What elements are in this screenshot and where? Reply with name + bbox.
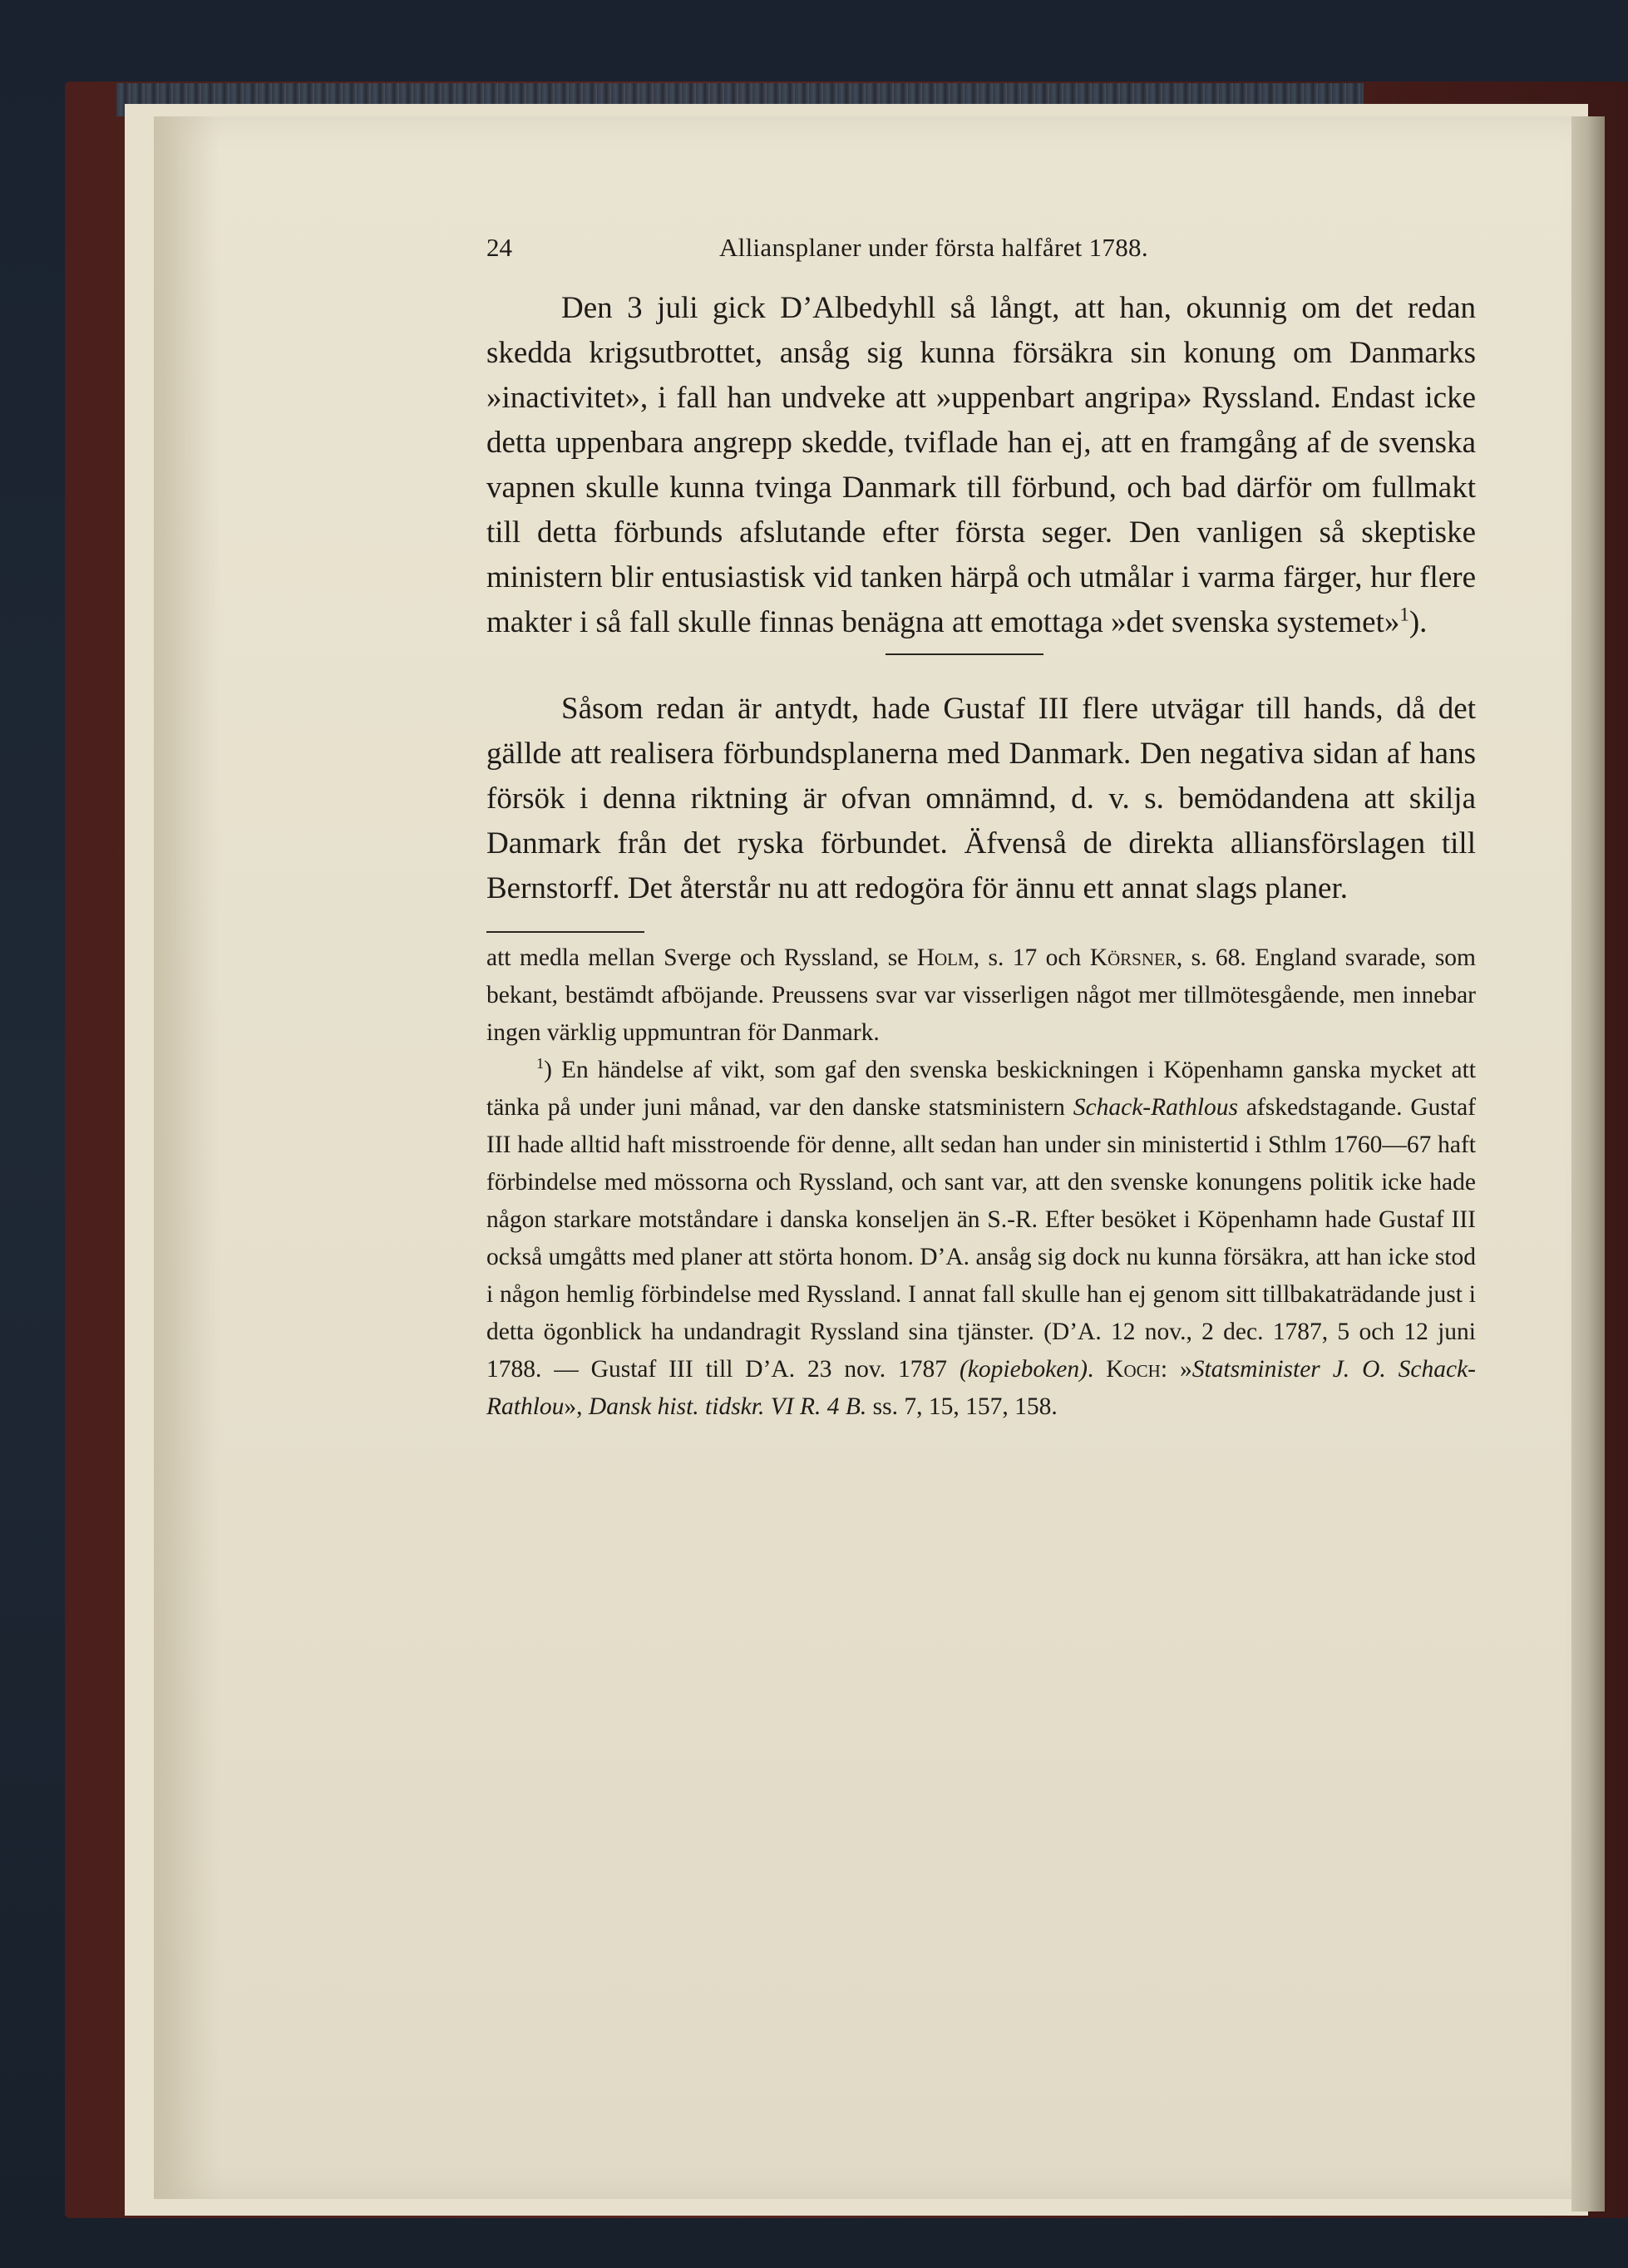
- fn1-text-3: .: [1087, 1356, 1107, 1383]
- author-koch: Koch: [1106, 1356, 1161, 1383]
- footnote-1-marker: 1: [536, 1055, 545, 1072]
- fn-cont-text-2: , s. 17 och: [973, 944, 1090, 971]
- section-divider: [886, 653, 1043, 655]
- fn-cont-text-3: , s. 68. England svarade, som bekant, bestämdt afböjande. Preussens svar var visserligen något mer tillmötesgående, men innebar ingen värklig uppmuntran för Danmark.: [486, 944, 1476, 1046]
- fn1-text-2: afskedstagande. Gustaf III hade alltid haft misstroende för denne, allt sedan han under sin ministertid i Sthlm 1760—67 haft förbindelse med mössorna och Ryssland, och sant var, att den svenske konungens politik icke hade någon starkare motståndare i danska konseljen än S.-R. Efter besöket i Köpenhamn hade Gustaf III också umgåtts med planer att störta honom. D’A. ansåg sig dock nu kunna försäkra, att han icke stod i någon hemlig förbindelse med Ryssland. I annat fall skulle han ej genom sitt tillbakaträdande just i detta ögonblick ha undandragit Ryssland sina tjänster. (D’A. 12 nov., 2 dec. 1787, 5 och 12 juni 1788. — Gustaf III till D’A. 23 nov. 1787: [486, 1094, 1476, 1383]
- fn1-text-6: ss. 7, 15, 157, 158.: [866, 1393, 1058, 1420]
- page-edge: [1571, 116, 1605, 2211]
- paragraph-1-text: Den 3 juli gick D’Albedyhll så långt, att han, okunnig om det redan skedda krigsutbrottet, ansåg sig kunna försäkra sin konung om Danmarks »inactivitet», i fall han undveke att »uppenbart angripa» Ryssland. Endast icke detta uppenbara angrepp skedde, tviflade han ej, att en framgång af de svenska vapnen skulle kunna tvinga Danmark till förbund, och bad därför om fullmakt till detta förbunds afslutande efter första seger. Den vanligen så skeptiske ministern blir entusiastisk vid tanken härpå och utmålar i varma färger, hur flere makter i så fall skulle finnas benägna att emottaga »det svenska systemet»: [486, 291, 1476, 639]
- running-header: [486, 233, 1476, 274]
- fn1-kopieboken: (kopieboken): [959, 1356, 1088, 1383]
- running-title: Alliansplaner under första halfåret 1788.: [719, 233, 1148, 262]
- page-number: 24: [486, 233, 512, 262]
- paragraph-1-end: ).: [1408, 605, 1428, 639]
- author-holm: Holm: [916, 944, 974, 971]
- gutter-shadow: [154, 116, 220, 2199]
- footnote-1: [486, 1052, 1476, 1426]
- footnote-continuation: [486, 939, 1476, 1052]
- footnote-reference-1[interactable]: 1: [1399, 604, 1409, 625]
- body-paragraph-1: [486, 286, 1476, 645]
- body-paragraph-2: Såsom redan är antydt, hade Gustaf III flere utvägar till hands, då det gällde att realisera förbundsplanerna med Danmark. Den negativa sidan af hans försök i denna riktning är ofvan omnämnd, d. v. s. bemödandena att skilja Danmark från det ryska förbundet. Äfvenså de direkta alliansförslagen till Bernstorff. Det återstår nu att redogöra för ännu ett annat slags planer.: [486, 692, 1476, 905]
- fn-cont-text-1: att medla mellan Sverge och Ryssland, se: [486, 944, 917, 971]
- footnote-divider: [486, 931, 644, 933]
- fn1-journal-italic: Dansk hist. tidskr. VI R. 4 B.: [588, 1393, 867, 1420]
- author-koersner: Körsner: [1089, 944, 1177, 971]
- fn1-title-italic: Statsminister J. O. Schack-Rathlou: [486, 1356, 1477, 1420]
- fn1-text-4: : »: [1160, 1356, 1192, 1383]
- fn1-text-1: ) En händelse af vikt, som gaf den svenska beskickningen i Köpenhamn ganska mycket att tänka på under juni månad, var den danske statsministern: [486, 1057, 1476, 1121]
- fn1-text-5: »,: [564, 1393, 589, 1420]
- fn1-name-italic: Schack-Rathlous: [1073, 1094, 1239, 1121]
- footnotes: [486, 939, 1476, 1426]
- page-content: [486, 233, 1476, 1426]
